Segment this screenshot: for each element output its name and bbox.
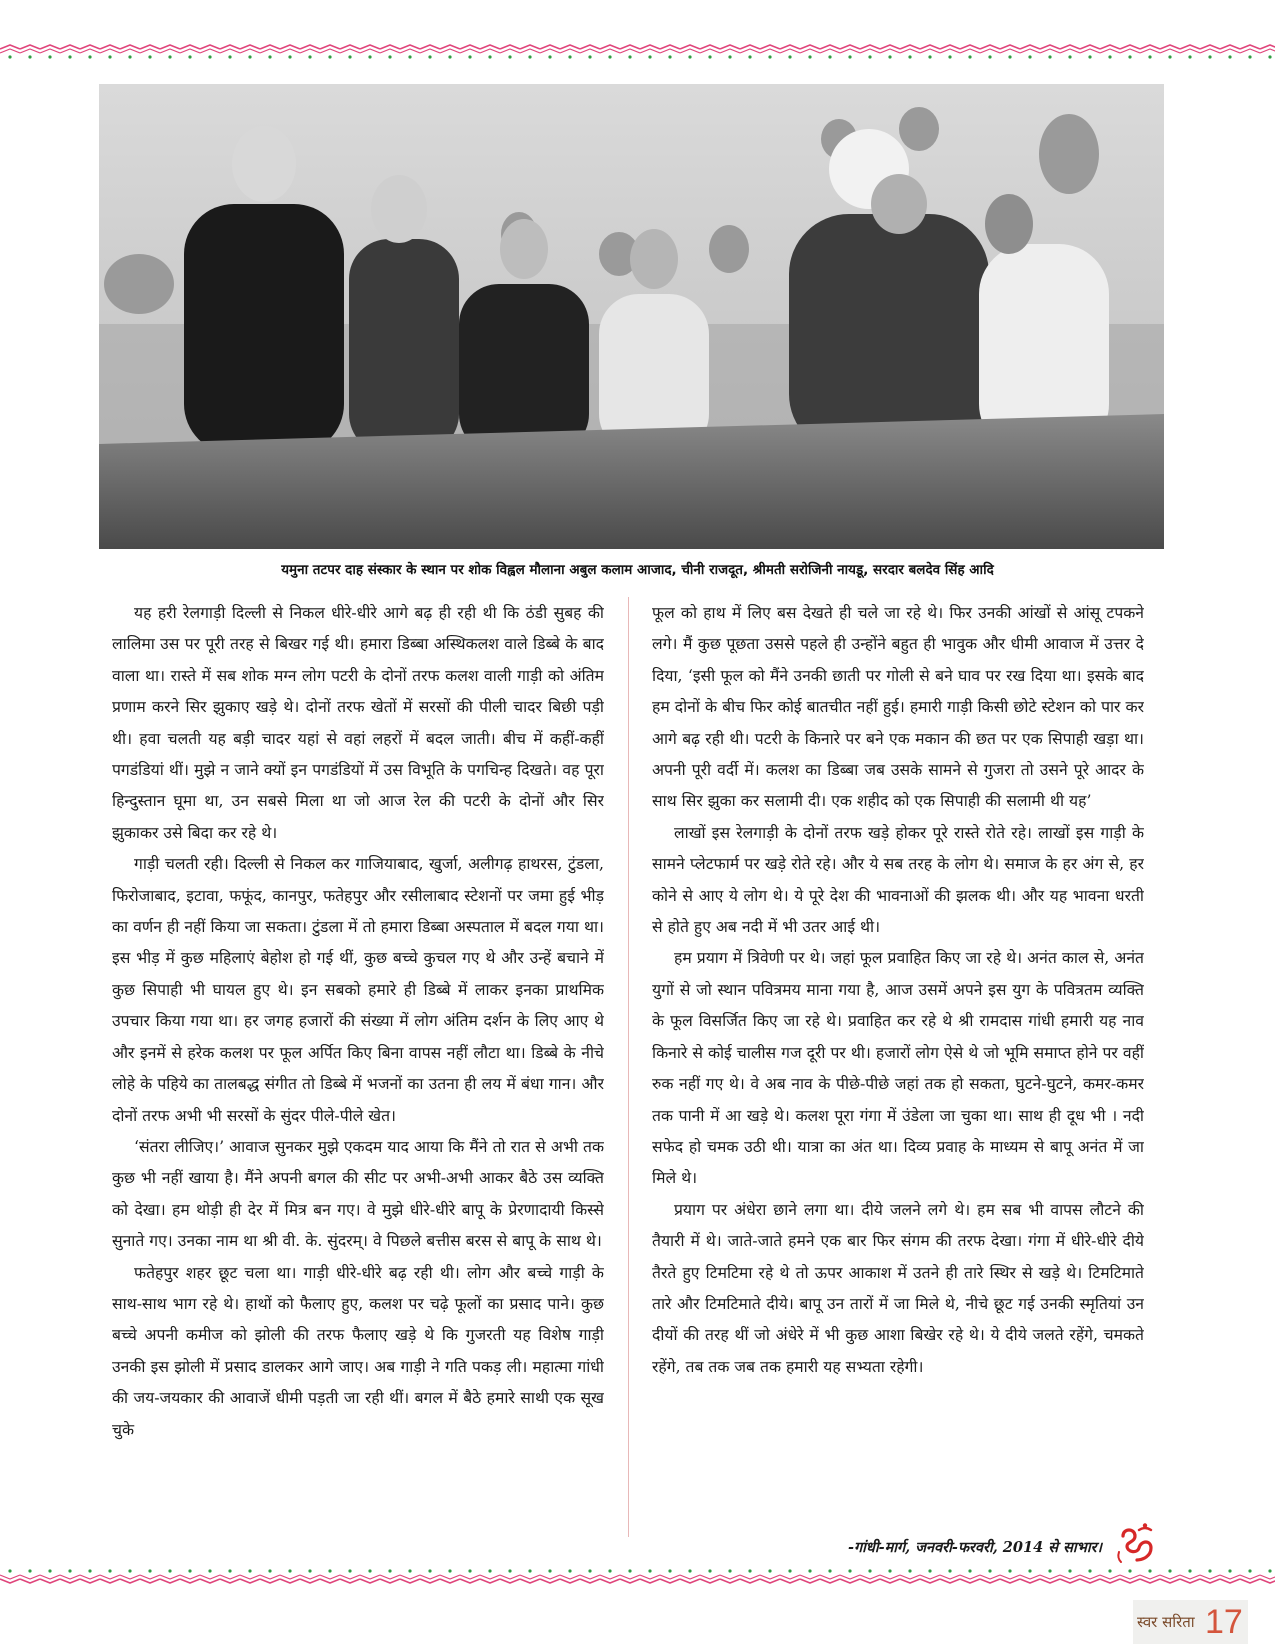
magazine-title: स्वर सरिता bbox=[1137, 1613, 1195, 1631]
paragraph: हम प्रयाग में त्रिवेणी पर थे। जहां फूल प्रवाहित किए जा रहे थे। अनंत काल से, अनंत युगों से जो स्थान पवित्रमय माना गया है, आज उसमें अपने इस युग के पवित्रतम व्यक्ति के फूल विसर्जित किए जा रहे थे। प्रवाहित कर रहे थे श्री रामदास गांधी हमारी यह नाव किनारे से कोई चालीस गज दूरी पर थी। हजारों लोग ऐसे थे जो भूमि समाप्त होने पर वहीं रुक नहीं गए थे। वे अब नाव के पीछे-पीछे जहां तक हो सकता, घुटने-घुटने, कमर-कमर तक पानी में आ खड़े थे। कलश पूरा गंगा में उंडेला जा चुका था। साथ ही दूध भी । नदी सफेद हो चमक उठी थी। यात्रा का अंत था। दिव्य प्रवाह के माध्यम से बापू अनंत में जा मिले थे। bbox=[652, 948, 1144, 1188]
om-logo-icon bbox=[1113, 1522, 1161, 1566]
paragraph: गाड़ी चलती रही। दिल्ली से निकल कर गाजियाबाद, खुर्जा, अलीगढ़ हाथरस, टुंडला, फिरोजाबाद, इटावा, फफूंद, कानपुर, फतेहपुर और रसीलाबाद स्टेशनों पर जमा हुई भीड़ का वर्णन ही नहीं किया जा सकता। टुंडला में तो हमारा डिब्बा अस्पताल में बदल गया था। इस भीड़ में कुछ महिलाएं बेहोश हो गई थीं, कुछ बच्चे कुचल गए थे और उन्हें बचाने में कुछ सिपाही भी घायल हुए थे। इन सबको हमारे ही डिब्बे में लाकर इनका प्राथमिक उपचार किया गया था। हर जगह हजारों की संख्या में लोग अंतिम दर्शन के लिए आए थे और इनमें से हरेक कलश पर फूल अर्पित किए बिना वापस नहीं लौटा था। डिब्बे के नीचे लोहे के पहिये का तालबद्ध संगीत तो डिब्बे में भजनों का उतना ही लय में बंधा गान। और दोनों तरफ अभी भी सरसों के सुंदर पीले-पीले खेत। bbox=[112, 854, 604, 1125]
paragraph: यह हरी रेलगाड़ी दिल्ली से निकल धीरे-धीरे आगे बढ़ ही रही थी कि ठंडी सुबह की लालिमा उस पर पूरी तरह से बिखर गई थी। हमारा डिब्बा अस्थिकलश वाले डिब्बे के बाद वाला था। रास्ते में सब शोक मग्न लोग पटरी के दोनों तरफ कलश वाली गाड़ी को अंतिम प्रणाम करने सिर झुकाए खड़े थे। दोनों तरफ खेतों में सरसों की पीली चादर बिछी पड़ी थी। हवा चलती यह बड़ी चादर यहां से वहां लहरों में बदल जाती। बीच में कहीं-कहीं पगडंडियां थीं। मुझे न जाने क्यों इन पगडंडियों में उस विभूति के पगचिन्ह दिखते। वह पूरा हिन्दुस्तान घूमा था, उन सबसे मिला था जो आज रेल की पटरी के दोनों और सिर झुकाकर उसे बिदा कर रहे थे। bbox=[112, 603, 604, 842]
article-column-left bbox=[112, 597, 604, 1532]
paragraph: लाखों इस रेलगाड़ी के दोनों तरफ खड़े होकर पूरे रास्ते रोते रहे। लाखों इस गाड़ी के सामने प्लेटफार्म पर खड़े रोते रहे। और ये सब तरह के लोग थे। समाज के हर अंग से, हर कोने से आए ये लोग थे। ये पूरे देश की भावनाओं की झलक थी। और यह भावना धरती से होते हुए अब नदी में भी उतर आई थी। bbox=[652, 822, 1144, 937]
page-number: 17 bbox=[1205, 1603, 1243, 1641]
paragraph: प्रयाग पर अंधेरा छाने लगा था। दीये जलने लगे थे। हम सब भी वापस लौटने की तैयारी में थे। जाते-जाते हमने एक बार फिर संगम की तरफ देखा। गंगा में धीरे-धीरे दीये तैरते हुए टिमटिमा रहे थे तो ऊपर आकाश में उतने ही तारे स्थिर से खड़े थे। टिमटिमाते तारे और टिमटिमाते दीये। बापू उन तारों में जा मिले थे, नीचे छूट गई उनकी स्मृतियां उन दीयों की तरह थीं जो अंधेरे में भी कुछ आशा बिखेर रहे थे। ये दीये जलते रहेंगे, चमकते रहेंगे, तब तक जब तक हमारी यह सभ्यता रहेगी। bbox=[652, 1199, 1144, 1376]
column-divider bbox=[628, 597, 629, 1537]
paragraph: ‘संतरा लीजिए।’ आवाज सुनकर मुझे एकदम याद आया कि मैंने तो रात से अभी तक कुछ भी नहीं खाया है। मैंने अपनी बगल की सीट पर अभी-अभी आकर बैठे उस व्यक्ति को देखा। हम थोड़ी ही देर में मित्र बन गए। वे मुझे धीरे-धीरे बापू के प्रेरणादायी किस्से सुनाते गए। उनका नाम था श्री वी. के. सुंदरम्। वे पिछले बत्तीस बरस से बापू के साथ थे। bbox=[112, 1136, 604, 1251]
archival-photo bbox=[99, 84, 1164, 549]
paragraph: फतेहपुर शहर छूट चला था। गाड़ी धीरे-धीरे बढ़ रही थी। लोग और बच्चे गाड़ी के साथ-साथ भाग रहे थे। हाथों को फैलाए हुए, कलश पर चढ़े फूलों का प्रसाद पाने। कुछ बच्चे अपनी कमीज को झोली की तरफ फैलाए खड़े थे कि गुजरती यह विशेष गाड़ी उनकी इस झोली में प्रसाद डालकर आगे जाए। अब गाड़ी ने गति पकड़ ली। महात्मा गांधी की जय-जयकार की आवाजें धीमी पड़ती जा रही थीं। बगल में बैठे हमारे साथी एक सूख चुके bbox=[112, 1262, 604, 1439]
source-credit: -गांधी-मार्ग, जनवरी-फरवरी, 2014 से साभार। bbox=[847, 1539, 1102, 1556]
top-decorative-border bbox=[0, 44, 1275, 60]
paragraph: फूल को हाथ में लिए बस देखते ही चले जा रहे थे। फिर उनकी आंखों से आंसू टपकने लगे। मैं कुछ पूछता उससे पहले ही उन्होंने बहुत ही भावुक और धीमी आवाज में उत्तर दे दिया, ‘इसी फूल को मैंने उनकी छाती पर गोली से बने घाव पर रख दिया था। इसके बाद हम दोनों के बीच फिर कोई बातचीत नहीं हुई। हमारी गाड़ी किसी छोटे स्टेशन को पार कर आगे बढ़ रही थी। पटरी के किनारे पर बने एक मकान की छत पर एक सिपाही खड़ा था। अपनी पूरी वर्दी में। कलश का डिब्बा जब उसके सामने से गुजरा तो उसने पूरे आदर के साथ सिर झुका कर सलामी दी। एक शहीद को एक सिपाही की सलामी थी यह’ bbox=[652, 603, 1144, 811]
bottom-decorative-border bbox=[0, 1568, 1275, 1584]
photo-caption: यमुना तटपर दाह संस्कार के स्थान पर शोक विह्वल मौलाना अबुल कलाम आजाद, चीनी राजदूत, श्रीमती सरोजिनी नायडू, सरदार बलदेव सिंह आदि bbox=[281, 562, 994, 578]
page-footer-tag bbox=[1133, 1600, 1248, 1644]
article-column-right bbox=[652, 597, 1144, 1532]
